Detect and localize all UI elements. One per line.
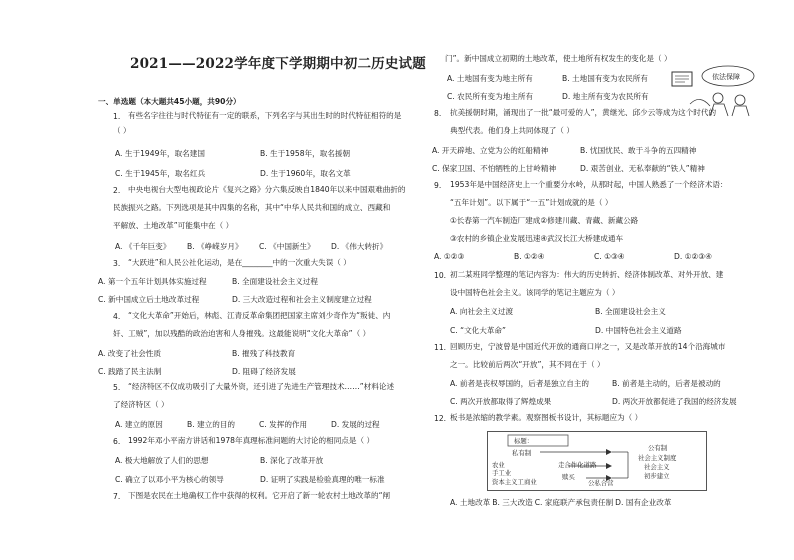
section-heading: 一、单选题（本大题共45小题，共90分）: [98, 97, 241, 106]
q5-option-b[interactable]: B. 建立的目的: [187, 420, 236, 429]
q3-option-c[interactable]: C. 新中国成立后土地改革过程: [98, 295, 200, 304]
q1-option-a[interactable]: A. 生于1949年，取名建国: [115, 149, 205, 158]
q9-stem-line2: “五年计划”。以下属于“一五”计划成就的是（ ）: [450, 198, 613, 207]
q9-statement-1: ①长春第一汽车制造厂建成②修建川藏、青藏、新藏公路: [450, 216, 639, 225]
q7-option-b[interactable]: B. 土地国有变为农民所有: [562, 74, 648, 83]
q10-option-b[interactable]: B. 全面建设社会主义: [595, 307, 666, 316]
q3-number: 3.: [113, 259, 121, 268]
diagram-handicraft: 手工业: [492, 469, 512, 477]
q3-option-b[interactable]: B. 全面建设社会主义过程: [232, 277, 318, 286]
q9-stem-line1: 1953年是中国经济史上一个重要分水岭，从那时起，中国人熟悉了一个经济术语：: [450, 180, 728, 189]
q11-number: 11.: [434, 343, 447, 352]
stamp-text: 依法保障: [712, 73, 740, 81]
q4-option-a[interactable]: A. 改变了社会性质: [98, 349, 162, 358]
q10-number: 10.: [434, 271, 447, 280]
q4-number: 4.: [113, 312, 121, 321]
q8-option-d[interactable]: D. 艰苦创业、无私奉献的“铁人”精神: [580, 164, 705, 173]
q6-option-b[interactable]: B. 深化了改革开放: [260, 456, 324, 465]
q4-option-c[interactable]: C. 践踏了民主法制: [98, 367, 162, 376]
q4-option-d[interactable]: D. 阻碍了经济发展: [232, 367, 296, 376]
q12-option-b[interactable]: B. 三大改造: [492, 498, 533, 507]
q1-number: 1.: [113, 112, 121, 121]
q5-stem-line1: “经济特区不仅成功吸引了大量外资，还引进了先进生产管理技术……”材料论述: [128, 382, 395, 391]
q3-option-a[interactable]: A. 第一个五年计划具体实施过程: [98, 277, 207, 286]
q8-stem-line2: 典型代表。他们身上共同体现了（ ）: [450, 126, 574, 135]
diagram-public: 公有制: [648, 444, 668, 452]
q11-stem-line1: 回顾历史，宁波曾是中国近代开放的通商口岸之一，又是改革开放的14个沿海城市: [450, 342, 726, 351]
q6-stem-line1: 1992年邓小平南方讲话和1978年真理标准问题的大讨论的相同点是（ ）: [128, 436, 375, 445]
q8-option-b[interactable]: B. 忧国忧民、敢于斗争的五四精神: [580, 146, 697, 155]
q1-stem-line1: 有些名字往往与时代特征有一定的联系，下列名字与其出生时的时代特征相符的是: [128, 111, 402, 120]
q12-stem-line1: 板书是浓缩的教学素。观察图板书设计，其标题应为（ ）: [450, 413, 643, 422]
q2-stem-line3: 平解放、土地改革”可能集中在（ ）: [113, 221, 234, 230]
q8-option-c[interactable]: C. 保家卫国、不怕牺牲的上甘岭精神: [432, 164, 557, 173]
q10-option-c[interactable]: C. “文化大革命”: [450, 326, 506, 335]
diagram-buyout: 赎买: [562, 473, 575, 481]
q9-option-a[interactable]: A. ①②③: [434, 252, 465, 261]
q11-option-b[interactable]: B. 前者是主动的，后者是被动的: [612, 379, 721, 388]
q6-option-d[interactable]: D. 证明了实践是检验真理的唯一标准: [260, 475, 385, 484]
q3-option-d[interactable]: D. 三大改造过程和社会主义制度建立过程: [232, 295, 372, 304]
q10-option-a[interactable]: A. 向社会主义过渡: [450, 307, 514, 316]
q1-stem-line2: （ ）: [113, 126, 131, 135]
q2-stem-line2: 民族振兴之路。下列选项是其中四集的名称，其中“中华人民共和国的成立、西藏和: [113, 203, 391, 212]
q7-number: 7.: [113, 492, 121, 501]
diagram-socialist: 社会主义: [644, 463, 670, 471]
q1-option-d[interactable]: D. 生于1960年，取名文革: [260, 169, 351, 178]
q2-number: 2.: [113, 186, 121, 195]
blackboard-diagram: [487, 431, 707, 491]
q5-number: 5.: [113, 383, 121, 392]
q10-stem-line1: 初二某班同学整理的笔记内容为：伟大的历史转折、经济体制改革、对外开放、建: [450, 270, 724, 279]
q7-option-c[interactable]: C. 农民所有变为地主所有: [447, 92, 534, 101]
q2-stem-line1: 中央电视台大型电视政论片《复兴之路》分六集反映自1840年以来中国艰难曲折的: [128, 185, 406, 194]
q11-option-c[interactable]: C. 两次开放都取得了辉煌成果: [450, 397, 552, 406]
q12-number: 12.: [434, 414, 447, 423]
diagram-socialist-system: 社会主义制度: [638, 454, 677, 462]
diagram-joint: 公私合营: [588, 479, 614, 487]
q2-option-c[interactable]: C. 《中国新生》: [259, 242, 315, 251]
q8-stem-line1: 抗美援朝时期，涌现出了一批“最可爱的人”，黄继光、邱少云等成为这个时代的: [450, 108, 717, 117]
q2-option-a[interactable]: A. 《千年巨变》: [115, 242, 171, 251]
diagram-private: 私有制: [512, 449, 532, 457]
farmer-head-icon: [713, 93, 723, 103]
q10-option-d[interactable]: D. 中国特色社会主义道路: [595, 326, 682, 335]
diagram-agriculture: 农业: [492, 461, 505, 469]
q6-option-a[interactable]: A. 极大地解放了人们的思想: [115, 456, 209, 465]
q8-number: 8.: [434, 109, 442, 118]
q11-option-d[interactable]: D. 两次开放都促进了我国的经济发展: [612, 397, 737, 406]
q6-option-c[interactable]: C. 确立了以邓小平为核心的领导: [115, 475, 224, 484]
q9-number: 9.: [434, 181, 442, 190]
q12-option-c[interactable]: C. 家庭联产承包责任制: [534, 498, 614, 507]
q7-option-a[interactable]: A. 土地国有变为地主所有: [447, 74, 533, 83]
q12-option-d[interactable]: D. 国有企业改革: [615, 498, 672, 507]
q5-option-c[interactable]: C. 发挥的作用: [259, 420, 308, 429]
q7-stem-line1: 下图是农民在土地确权工作中获得的权利。它开启了新一轮农村土地改革的“闸: [128, 491, 391, 500]
q4-option-b[interactable]: B. 摧残了科技教育: [232, 349, 296, 358]
q9-statement-2: ③农村的乡镇企业发展迅速④武汉长江大桥建成通车: [450, 234, 624, 243]
page-title: 2021——2022学年度下学期期中初二历史试题: [130, 56, 426, 72]
q6-number: 6.: [113, 437, 121, 446]
q10-stem-line2: 设中国特色社会主义。该同学的笔记主题应为（ ）: [450, 288, 620, 297]
diagram-title-label: 标题：: [514, 437, 534, 445]
q7-option-d[interactable]: D. 地主所有变为农民所有: [562, 92, 649, 101]
diagram-cooperation: 走合作化道路: [558, 461, 597, 469]
q4-stem-line2: 奸、工贼”，加以残酷的政治迫害和人身摧残。这最能说明“文化大革命”（ ）: [113, 329, 371, 338]
q9-option-d[interactable]: D. ①②③④: [674, 252, 712, 261]
q1-option-b[interactable]: B. 生于1958年，取名援朝: [260, 149, 351, 158]
diagram-initial: 初步建立: [644, 472, 670, 480]
q2-option-d[interactable]: D. 《伟大转折》: [331, 242, 388, 251]
q2-option-b[interactable]: B. 《峥嵘岁月》: [187, 242, 243, 251]
q12-option-a[interactable]: A. 土地改革: [450, 498, 491, 507]
q11-option-a[interactable]: A. 前者是丧权辱国的，后者是独立自主的: [450, 379, 589, 388]
q5-option-d[interactable]: D. 发展的过程: [331, 420, 380, 429]
q1-option-c[interactable]: C. 生于1945年，取名红兵: [115, 169, 206, 178]
q9-option-c[interactable]: C. ①③④: [594, 252, 625, 261]
q8-option-a[interactable]: A. 开天辟地、立党为公的红船精神: [432, 146, 549, 155]
q5-option-a[interactable]: A. 建立的原因: [115, 420, 163, 429]
q7-stem-line2: 门”。新中国成立初期的土地改革，使土地所有权发生的变化是（ ）: [445, 54, 672, 63]
q11-stem-line2: 之一。比较前后两次“开放”，其不同在于（ ）: [450, 360, 605, 369]
q5-stem-line2: 了经济特区（ ）: [113, 400, 169, 409]
q12-options: [450, 497, 673, 508]
q4-stem-line1: “文化大革命”开始后，林彪、江青反革命集团把国家主席刘少奇作为“叛徒、内: [128, 311, 391, 320]
q3-stem-line1: “大跃进”和人民公社化运动，是在________中的一次重大失误（ ）: [128, 258, 351, 267]
q9-option-b[interactable]: B. ①②④: [514, 252, 545, 261]
diagram-capitalist: 资本主义工商业: [492, 478, 537, 486]
